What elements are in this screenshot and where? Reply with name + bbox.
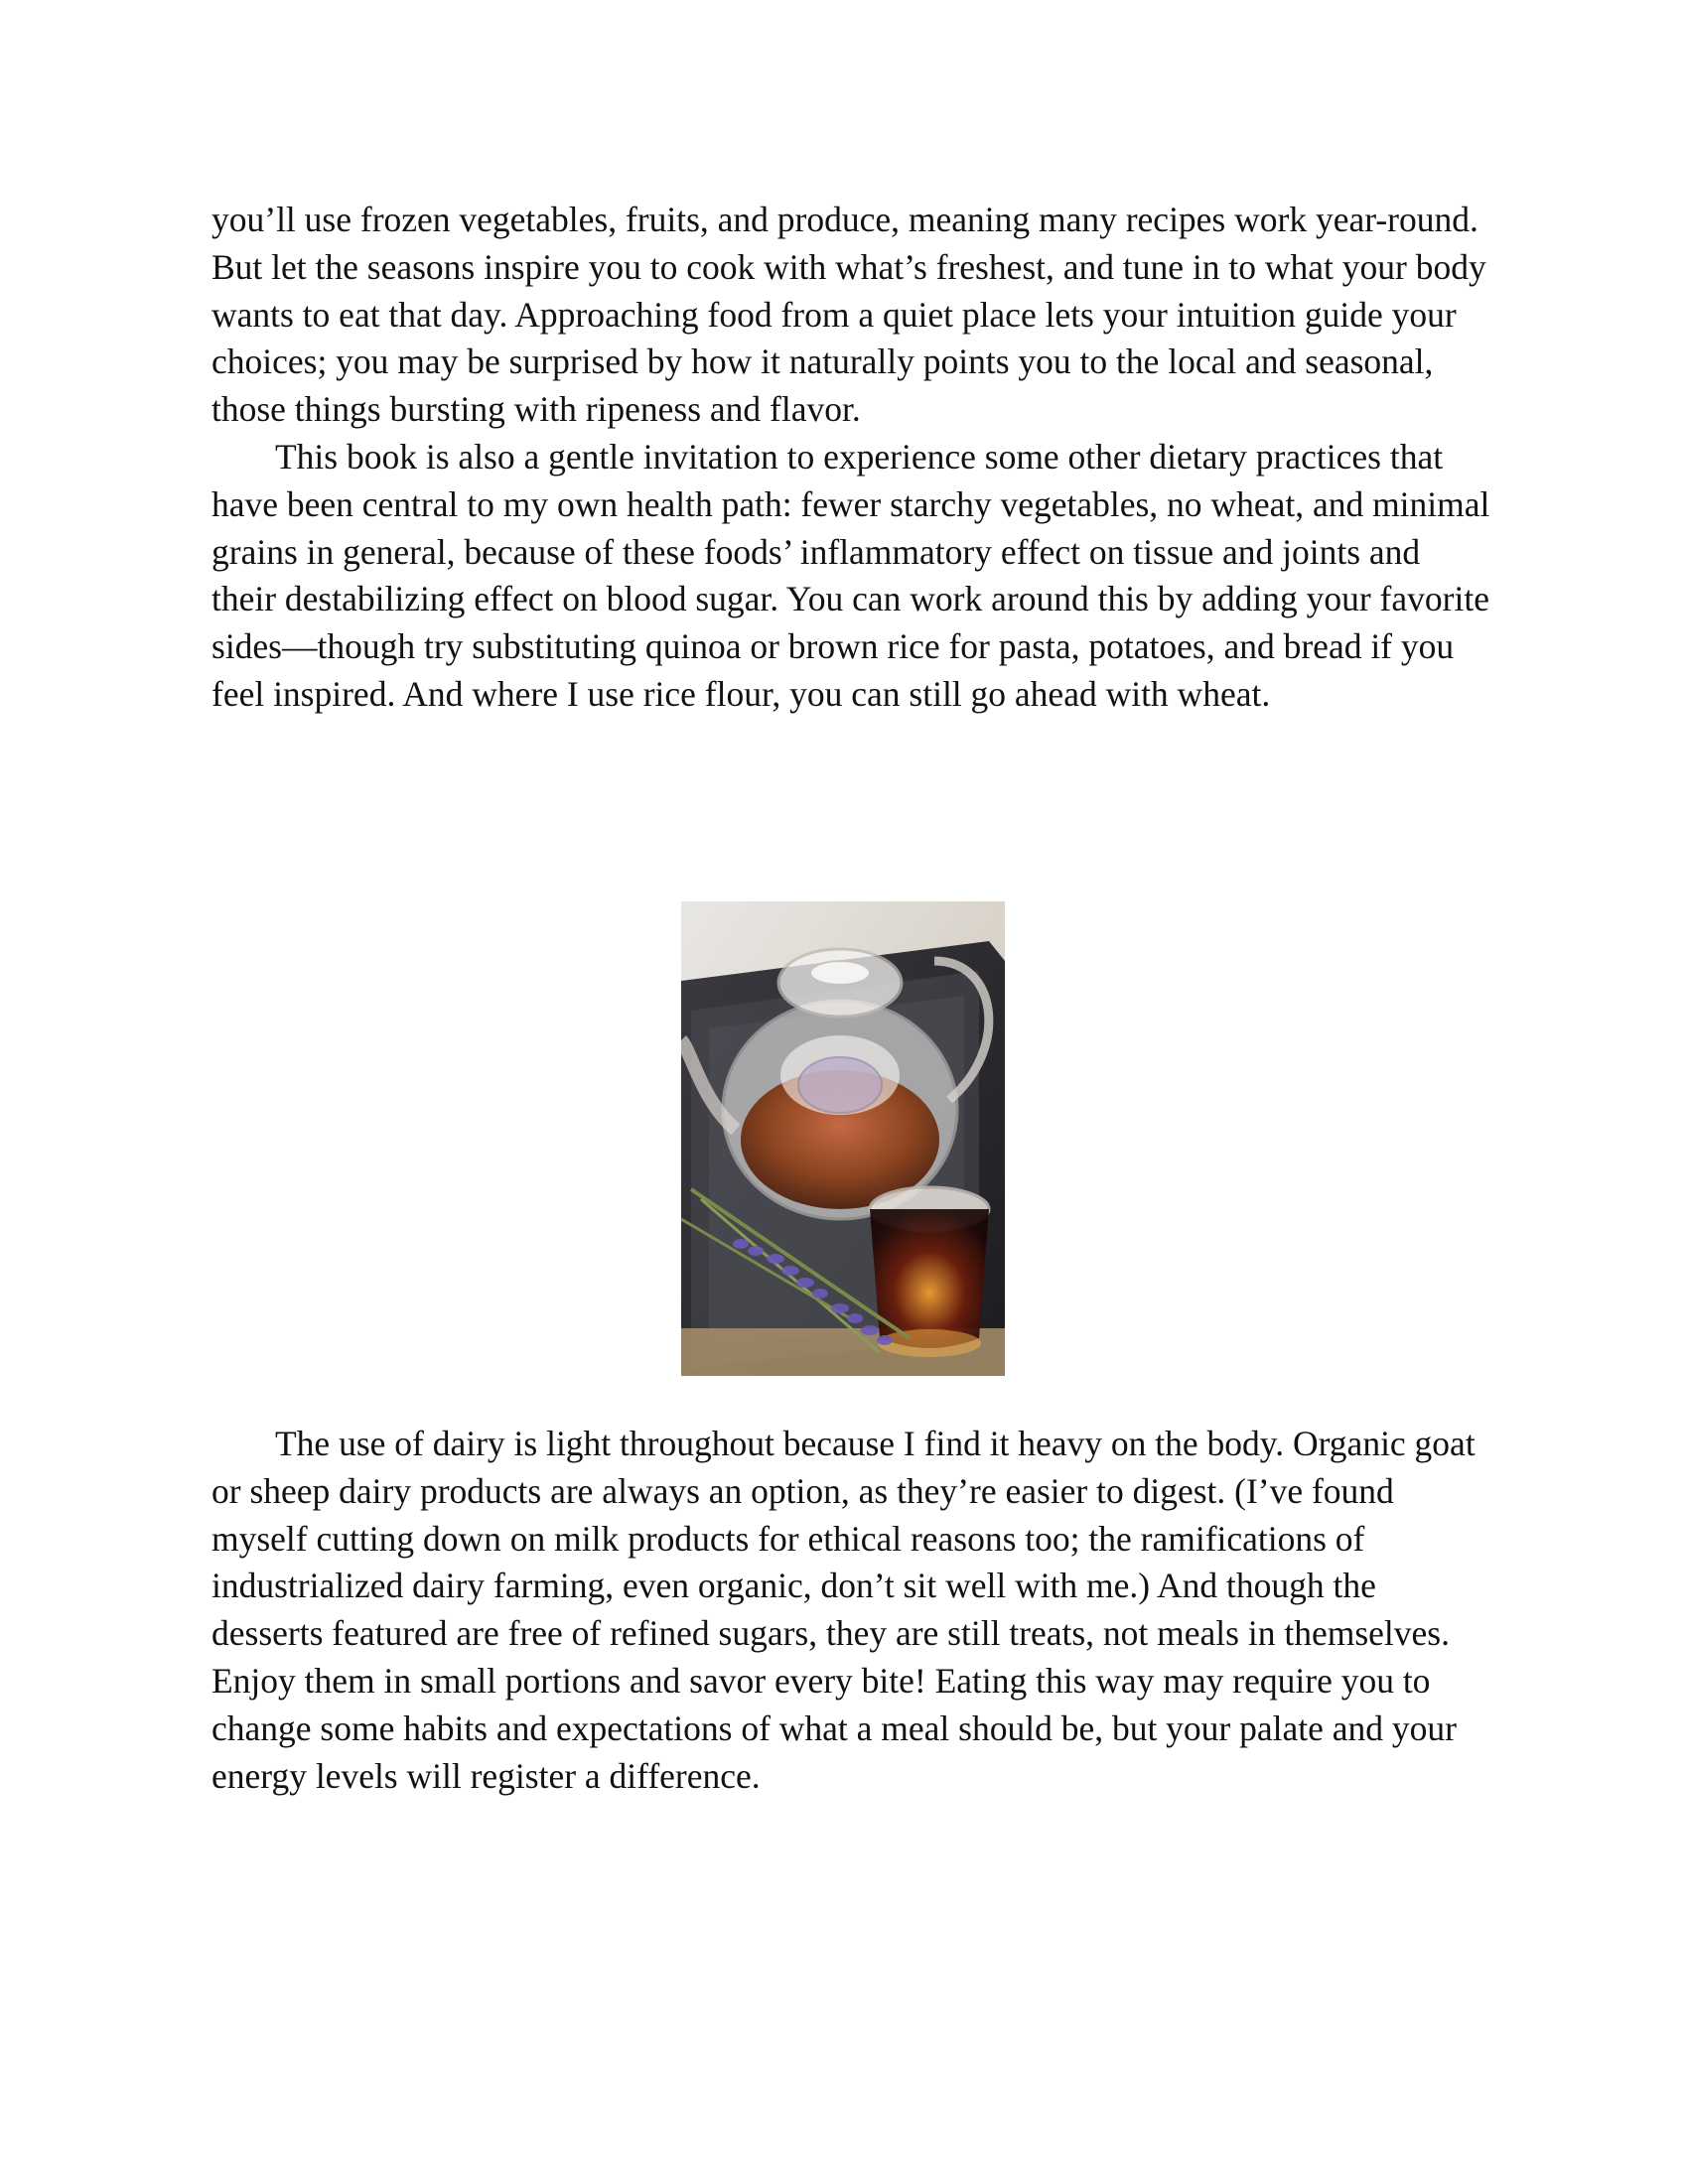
lower-text-block [211, 1421, 1492, 1800]
paragraph-dietary-practices: This book is also a gentle invitation to experience some other dietary practices that have been central to my own health path: fewer starchy vegetables, no wheat, and minimal grains in general, because of these foods’ inflammatory effect on tissue and joints and their destabilizing effect on blood sugar. You can work around this by adding your favorite sides—though try substituting quinoa or brown rice for pasta, potatoes, and bread if you feel inspired. And where I use rice flour, you can still go ahead with wheat. [211, 436, 1490, 714]
upper-text-block [211, 197, 1492, 719]
paragraph-continued: you’ll use frozen vegetables, fruits, and produce, meaning many recipes work year-round. But let the seasons inspire you to cook with what’s freshest, and tune in to what your body wants to eat that day. Approaching food from a quiet place lets your intuition guide your choices; you may be surprised by how it naturally points you to the local and seasonal, those things bursting with ripeness and flavor. [211, 200, 1486, 430]
paragraph-dairy: The use of dairy is light throughout because I find it heavy on the body. Organic goat or sheep dairy products are always an option, as they’re easier to digest. (I’ve found myself cutting down on milk products for ethical reasons too; the ramifications of industrialized dairy farming, even organic, don’t sit well with me.) And though the desserts featured are free of refined sugars, they are still treats, not meals in themselves. Enjoy them in small portions and savor every bite! Eating this way may require you to change some habits and expectations of what a meal should be, but your palate and your energy levels will register a difference. [211, 1424, 1476, 1796]
glass-teapot-on-tray-icon [681, 901, 1005, 1376]
teapot-photo [681, 901, 1005, 1376]
